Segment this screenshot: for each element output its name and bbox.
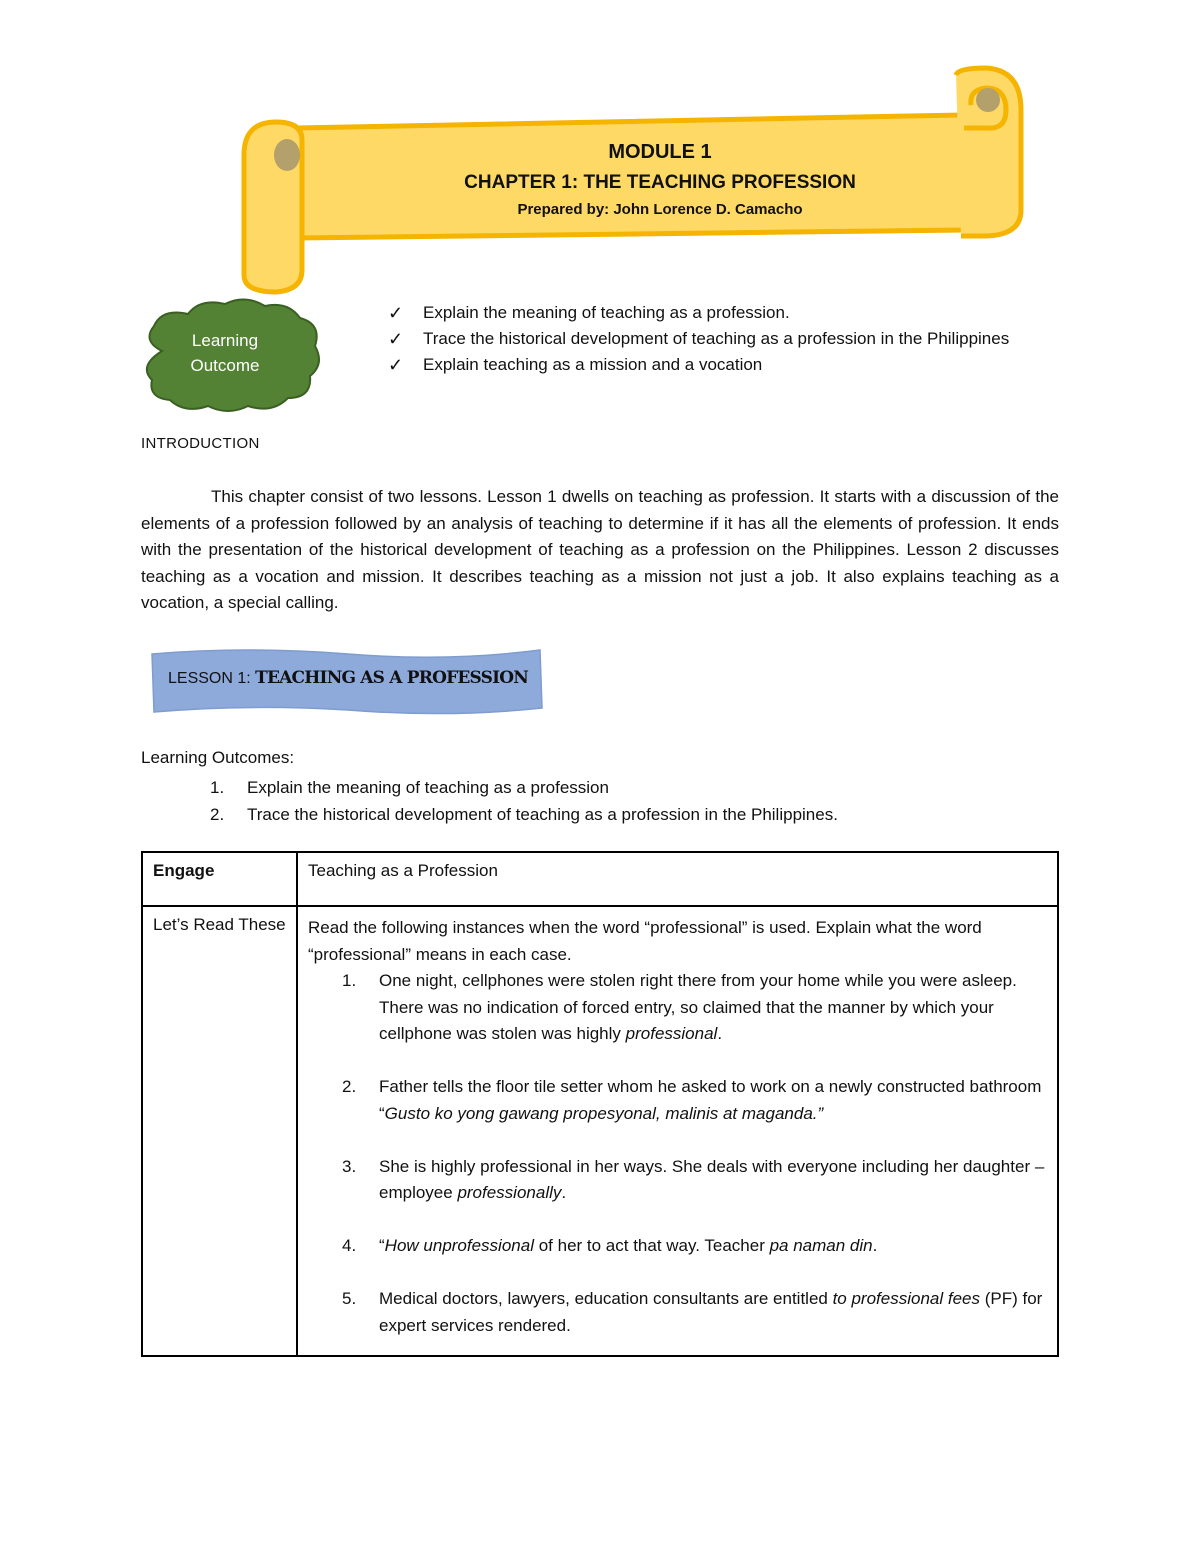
lets-read-content (297, 906, 1058, 1356)
chapter-title: CHAPTER 1: THE TEACHING PROFESSION (464, 172, 856, 193)
lesson-title (168, 668, 528, 688)
list-item: ✓ Trace the historical development of teaching as a profession in the Philippines (388, 326, 1048, 352)
module-title: MODULE 1 (608, 141, 712, 163)
chapter-outcomes-list (388, 300, 1048, 378)
table-row (142, 852, 1058, 906)
instances-list (308, 968, 1047, 1339)
engage-topic: Teaching as a Profession (297, 852, 1058, 906)
engage-label: Engage (142, 852, 297, 906)
list-item: 1. Explain the meaning of teaching as a profession (210, 778, 609, 797)
introduction-heading: INTRODUCTION (141, 435, 260, 452)
table-row (142, 906, 1058, 1356)
list-item: 2. Trace the historical development of teaching as a profession in the Philippines. (210, 805, 838, 824)
learning-outcomes-heading: Learning Outcomes: (141, 748, 295, 767)
lesson-name: TEACHING AS A PROFESSION (255, 668, 528, 688)
list-item: ✓ Explain teaching as a mission and a vocation (388, 352, 1048, 378)
list-item: 4. “How unprofessional of her to act that way. Teacher pa naman din. (342, 1236, 878, 1255)
learning-outcome-line1: Learning (191, 331, 259, 350)
learning-outcome-line2: Outcome (190, 356, 260, 375)
list-item: 2. Father tells the floor tile setter whom he asked to work on a newly constructed bathroom “Gusto ko yong gawang propesyonal, malinis at maganda.” (342, 1077, 1042, 1123)
instructions: Read the following instances when the word “professional” is used. Explain what the word “professional” means in each case. (308, 918, 982, 964)
engage-table (141, 851, 1059, 1357)
checkmark-icon: ✓ (388, 355, 404, 375)
lesson-prefix: LESSON 1: (168, 670, 251, 687)
list-item: 3. She is highly professional in her ways. She deals with everyone including her daughter – employee professionally. (342, 1156, 1045, 1202)
checkmark-icon: ✓ (388, 303, 404, 323)
list-item: ✓ Explain the meaning of teaching as a profession. (388, 300, 1048, 326)
learning-outcome-label (160, 328, 290, 378)
prepared-by: Prepared by: John Lorence D. Camacho (517, 201, 803, 218)
list-item: 1. One night, cellphones were stolen right there from your home while you were asleep. There was no indication of forced entry, so claimed that the manner by which your cellphone was stolen was highly professional. (342, 971, 1017, 1043)
lets-read-label: Let’s Read These (142, 906, 297, 1356)
list-item: 5. Medical doctors, lawyers, education consultants are entitled to professional fees (PF) for expert services rendered. (342, 1289, 1043, 1335)
learning-outcomes-list (210, 774, 838, 828)
introduction-paragraph: This chapter consist of two lessons. Lesson 1 dwells on teaching as profession. It starts with a discussion of the elements of a profession followed by an analysis of teaching to determine if it has all the elements of profession. It ends with the presentation of the historical development of teaching as a profession on the Philippines. Lesson 2 discusses teaching as a vocation and mission. It describes teaching as a mission not just a job. It also explains teaching as a vocation, a special calling. (141, 487, 1059, 612)
checkmark-icon: ✓ (388, 329, 404, 349)
